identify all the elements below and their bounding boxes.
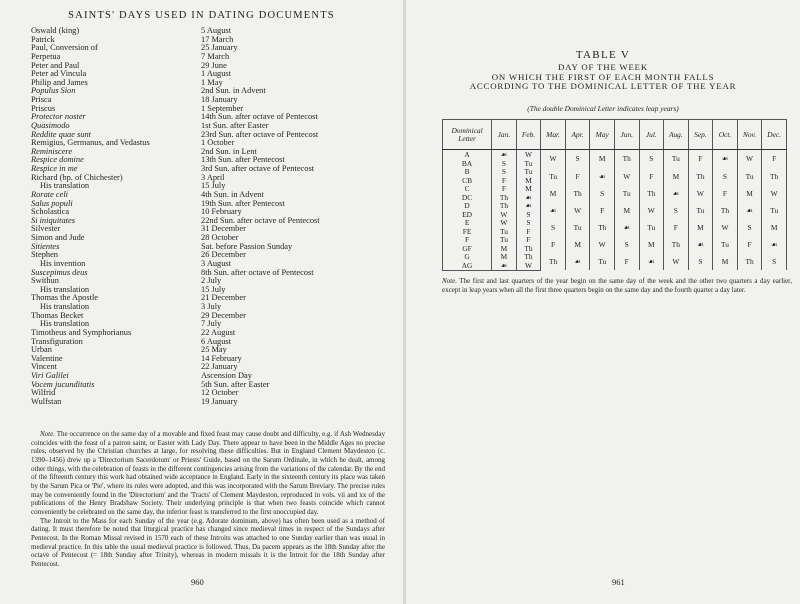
saint-date: 18 January [201, 95, 238, 104]
month-cell: W [762, 185, 787, 202]
month-cell: F [688, 150, 713, 169]
jan-cell: F [492, 177, 517, 186]
saint-date: 31 December [201, 224, 246, 234]
month-cell: M [614, 202, 639, 219]
table-note-text: The first and last quarters of the year begin on the same day of the week and the other two quarters a day earlier, except in leap years when all the first three quarters begin on the same day and the fourth quarter a day later. [442, 277, 792, 294]
month-cell: S [713, 168, 738, 185]
saint-name: Rorate celi [31, 189, 68, 199]
saint-name: Vincent [31, 362, 58, 372]
month-cell: Th [565, 185, 590, 202]
right-page [406, 0, 800, 604]
month-cell: S [565, 150, 590, 169]
month-cell: W [664, 253, 689, 270]
saint-name: Respice domine [31, 155, 84, 165]
table-row [443, 219, 787, 228]
header-month: Nov. [737, 120, 762, 150]
saint-date: 1 May [201, 77, 223, 87]
note-block [31, 430, 385, 569]
month-cell: W [737, 150, 762, 169]
feb-cell: M [516, 185, 541, 194]
saint-date: 14 February [201, 353, 242, 363]
table-row [443, 202, 787, 211]
month-cell: ☙ [541, 202, 566, 219]
feb-cell: Th [516, 245, 541, 254]
month-cell: ☙ [664, 185, 689, 202]
saint-date: 3 August [201, 258, 232, 268]
saint-name: Perpetua [31, 51, 61, 61]
dominical-letter: D [443, 202, 492, 211]
saint-date: Ascension Day [201, 371, 252, 380]
month-cell: ☙ [614, 219, 639, 236]
month-cell: W [639, 202, 664, 219]
note-text-1: The occurrence on the same day of a movable and fixed feast may cause doubt and difficulty, e.g. if Ash Wednesday coincides with the feast of a patron saint, or Easter with Lady Day. There appear to have been in the Middle Ages no precise rules, observed by the Christian churches at large, for resolving these difficulties. But in England Clement Maydeston (c. 1390–1456) drew up a 'Directorium Sacerdotum' or Priests' Guide, based on the Sarum Ordinale, in which he dealt, among other things, with the celebration of feasts in the different contingencies arising from the variations of the calendar. By the end of the fifteenth century this work had obtained wide acceptance in England. Early in the sixteenth century its place was taken by the Sarum Pica or 'Pie', where its rules were adopted, and this was incorporated with the Sarum Breviary. The precise rules may be conveniently found in the 'Directorium' and the 'Tracts' of Clement Maydeston, reproduced in vols. vii and xx of the publications of the Henry Bradshaw Society. Their underlying principle is that when two feasts coincide which cannot conveniently be celebrated on the same day, the inferior feast is transferred to the first unoccupied day. [31, 430, 385, 516]
saint-name: Protector noster [31, 112, 86, 122]
dominical-letter: BA [443, 160, 492, 169]
saint-date: 3 April [201, 172, 225, 182]
dominical-letter: F [443, 236, 492, 245]
saint-date: 3rd Sun. after octave of Pentecost [201, 164, 315, 173]
saint-date: 29 June [201, 60, 227, 70]
dominical-letter: B [443, 168, 492, 177]
saint-date: 2nd Sun. in Advent [201, 86, 266, 96]
saint-name: Valentine [31, 353, 63, 363]
saint-name: Thomas Becket [31, 310, 84, 320]
feb-cell: S [516, 211, 541, 220]
table-caption: (The double Dominical Letter indicates leap years) [527, 104, 679, 113]
saint-name: Wulfstan [31, 396, 62, 406]
page-number: 960 [191, 577, 204, 587]
saint-date: 28 October [201, 233, 239, 242]
month-cell: M [713, 253, 738, 270]
saint-date: 2nd Sun. in Lent [201, 146, 257, 156]
header-month: Oct. [713, 120, 738, 150]
jan-cell: W [492, 219, 517, 228]
month-cell: W [565, 202, 590, 219]
saint-name: Philip and James [31, 77, 88, 87]
jan-cell: F [492, 185, 517, 194]
month-cell: ☙ [737, 202, 762, 219]
saint-date: 12 October [201, 388, 239, 398]
saints-list [31, 27, 396, 407]
table-row [443, 168, 787, 177]
saint-date: 22nd Sun. after octave of Pentecost [201, 215, 320, 225]
month-cell: F [565, 168, 590, 185]
feb-cell: W [516, 262, 541, 271]
saint-date: 15 July [201, 181, 226, 191]
saint-name: Vocem jucunditatis [31, 379, 95, 389]
saint-date: 3 July [201, 302, 222, 311]
saint-date: 1st Sun. after Easter [201, 120, 269, 130]
header-month: Dec. [762, 120, 787, 150]
month-cell: Th [639, 185, 664, 202]
dominical-letter: A [443, 150, 492, 160]
dominical-letter: FE [443, 228, 492, 237]
saint-date: Sat. before Passion Sunday [201, 241, 293, 251]
saint-date: 22 August [201, 327, 236, 337]
saint-date: 8th Sun. after octave of Pentecost [201, 267, 314, 277]
saint-date: 4th Sun. in Advent [201, 189, 264, 199]
month-cell: ☙ [639, 253, 664, 270]
saint-date: 29 December [201, 310, 246, 320]
saint-name: Salus populi [31, 198, 73, 208]
saint-row [31, 398, 396, 407]
saint-name: Stephen [31, 250, 58, 260]
month-cell: F [713, 185, 738, 202]
jan-cell: Th [492, 202, 517, 211]
feb-cell: ☙ [516, 202, 541, 211]
saint-name: His translation [40, 302, 90, 311]
saint-date: 22 January [201, 362, 238, 372]
month-cell: Th [664, 236, 689, 253]
saint-name: Priscus [31, 103, 56, 113]
month-cell: F [664, 219, 689, 236]
table-title: TABLE V [575, 49, 631, 61]
saint-date: 14th Sun. after octave of Pentecost [201, 112, 318, 122]
month-cell: S [541, 219, 566, 236]
month-cell: S [688, 253, 713, 270]
month-cell: Th [737, 253, 762, 270]
saint-name: Oswald (king) [31, 26, 80, 35]
saint-name: His translation [40, 319, 90, 329]
header-month: Jul. [639, 120, 664, 150]
saint-name: Urban [31, 345, 52, 355]
saint-date: 25 January [201, 43, 238, 53]
dominical-letter: GF [443, 245, 492, 254]
month-cell: ☙ [713, 150, 738, 169]
month-cell: S [664, 202, 689, 219]
month-cell: F [541, 236, 566, 253]
saint-name: Transfiguration [31, 336, 83, 346]
saint-date: 15 July [201, 284, 226, 294]
feb-cell: W [516, 150, 541, 160]
month-cell: S [590, 185, 615, 202]
table-row [443, 253, 787, 262]
month-cell: M [737, 185, 762, 202]
month-cell: Tu [614, 185, 639, 202]
page-title: SAINTS' DAYS USED IN DATING DOCUMENTS [68, 10, 335, 21]
month-cell: F [762, 150, 787, 169]
saint-name: Populus Sion [31, 86, 76, 96]
dominical-letter: AG [443, 262, 492, 271]
dominical-letter: ED [443, 211, 492, 220]
table-note-label: Note. [442, 277, 457, 285]
month-cell: Tu [565, 219, 590, 236]
month-cell: F [737, 236, 762, 253]
month-cell: Th [614, 150, 639, 169]
note-label: Note. [40, 430, 55, 438]
jan-cell: Tu [492, 228, 517, 237]
jan-cell: S [492, 160, 517, 169]
jan-cell: S [492, 168, 517, 177]
saint-name: Suscepimus deus [31, 267, 88, 277]
feb-cell: F [516, 236, 541, 245]
saint-name: Sitientes [31, 241, 60, 251]
month-cell: Tu [664, 150, 689, 169]
saint-name: Peter ad Vincula [31, 69, 87, 79]
saint-date: 5th Sun. after Easter [201, 379, 270, 389]
month-cell: F [639, 168, 664, 185]
jan-cell: M [492, 245, 517, 254]
feb-cell: Tu [516, 160, 541, 169]
month-cell: S [614, 236, 639, 253]
feb-cell: Tu [516, 168, 541, 177]
feb-cell: ☙ [516, 194, 541, 203]
note-paragraph-1 [31, 430, 385, 517]
jan-cell: Th [492, 194, 517, 203]
month-cell: ☙ [590, 168, 615, 185]
month-cell: Tu [590, 253, 615, 270]
month-cell: W [614, 168, 639, 185]
header-letter-word: Letter [458, 133, 476, 143]
saint-date: 7 July [201, 319, 222, 329]
month-cell: Th [590, 219, 615, 236]
month-cell: M [639, 236, 664, 253]
month-cell: Th [688, 168, 713, 185]
month-cell: Tu [713, 236, 738, 253]
dominical-letter: DC [443, 194, 492, 203]
month-cell: ☙ [565, 253, 590, 270]
saint-date: 23rd Sun. after octave of Pentecost [201, 129, 319, 139]
saint-date: 2 July [201, 276, 222, 286]
saint-name: Viri Galilei [31, 371, 69, 380]
jan-cell: ☙ [492, 262, 517, 271]
saint-date: 26 December [201, 250, 246, 260]
month-cell: W [590, 236, 615, 253]
header-month: Apr. [565, 120, 590, 150]
saint-name: Timotheus and Symphorianus [31, 327, 132, 337]
saint-name: Thomas the Apostle [31, 293, 98, 303]
month-cell: S [762, 253, 787, 270]
header-month: Jun. [614, 120, 639, 150]
table-row [443, 236, 787, 245]
saint-name: Wilfrid [31, 388, 56, 398]
saint-date: 13th Sun. after Pentecost [201, 155, 285, 165]
saint-name: His translation [40, 181, 90, 191]
header-month: Feb. [516, 120, 541, 150]
saint-name: Silvester [31, 224, 61, 234]
month-cell: Tu [688, 202, 713, 219]
month-cell: W [713, 219, 738, 236]
saint-date: 6 August [201, 336, 232, 346]
saint-date: 7 March [201, 51, 230, 61]
saint-name: Simon and Jude [31, 233, 85, 242]
subtitle-line-3: ACCORDING TO THE DOMINICAL LETTER OF THE YEAR [469, 81, 737, 91]
header-month: May [590, 120, 615, 150]
saint-date: 19th Sun. after Pentecost [201, 198, 285, 208]
jan-cell: Tu [492, 236, 517, 245]
jan-cell: ☙ [492, 150, 517, 160]
month-cell: W [688, 185, 713, 202]
month-cell: Th [541, 253, 566, 270]
month-cell: M [565, 236, 590, 253]
saint-date: 10 February [201, 207, 242, 217]
table-subtitle [406, 63, 800, 92]
saint-name: Quasimodo [31, 120, 70, 130]
feb-cell: S [516, 219, 541, 228]
table-row [443, 185, 787, 194]
header-month: Mar. [541, 120, 566, 150]
saint-date: 1 September [201, 103, 244, 113]
table-row [443, 150, 787, 160]
header-dominical-letter [443, 120, 492, 150]
subtitle-line-2: ON WHICH THE FIRST OF EACH MONTH FALLS [491, 71, 715, 82]
saint-name: Reddite quae sunt [31, 129, 92, 139]
month-cell: Tu [541, 168, 566, 185]
dominical-letter: C [443, 185, 492, 194]
header-dominical-word: Dominical [451, 125, 483, 135]
saint-name: Reminiscere [31, 146, 73, 156]
month-cell: M [590, 150, 615, 169]
month-cell: F [614, 253, 639, 270]
saint-date: 5 August [201, 26, 232, 35]
saint-name: Prisca [31, 95, 52, 104]
subtitle-line-1: DAY OF THE WEEK [558, 62, 648, 72]
month-cell: Tu [737, 168, 762, 185]
saint-name: His invention [40, 258, 86, 268]
saint-date: 1 October [201, 138, 235, 148]
month-cell: W [541, 150, 566, 169]
saint-name: Scholastica [31, 207, 70, 217]
saint-name: Respice in me [31, 164, 78, 173]
saint-date: 21 December [201, 293, 246, 303]
month-cell: F [590, 202, 615, 219]
saint-name: Remigius, Germanus, and Vedastus [31, 138, 150, 148]
saint-date: 1 August [201, 69, 232, 79]
saint-name: Peter and Paul [31, 60, 80, 70]
feb-cell: Th [516, 253, 541, 262]
month-cell: S [639, 150, 664, 169]
table-note [442, 277, 792, 294]
month-cell: M [664, 168, 689, 185]
header-month: Aug. [664, 120, 689, 150]
header-month: Jan. [492, 120, 517, 150]
month-cell: ☙ [762, 236, 787, 253]
month-cell: Th [713, 202, 738, 219]
header-month: Sep. [688, 120, 713, 150]
saint-name: Richard (bp. of Chichester) [31, 172, 123, 182]
feb-cell: M [516, 177, 541, 186]
month-cell: S [737, 219, 762, 236]
saint-name: Patrick [31, 34, 55, 44]
saint-date: 17 March [201, 34, 234, 44]
saint-date: 19 January [201, 396, 238, 406]
jan-cell: M [492, 253, 517, 262]
month-cell: Tu [762, 202, 787, 219]
page-number: 961 [612, 577, 625, 587]
month-cell: M [688, 219, 713, 236]
note-paragraph-2: The Introit to the Mass for each Sunday of the year (e.g. Adorate dominum, above) has often been used as a method of dating. It must therefore be noted that liturgical practice has changed since medieval times in respect of the Sundays after Pentecost. In the Roman Missal revised in 1570 each of these Introits was attached to one Sunday earlier than was usual in medieval practice. In this table the usual medieval practice is followed. Thus, Da pacem appears as the 18th Sunday after the octave of Pentecost (= 18th Sunday after Trinity), whereas in modern missals it is the Introit for the 18th Sunday after Pentecost. [31, 516, 385, 568]
month-cell: M [541, 185, 566, 202]
dominical-letter: CB [443, 177, 492, 186]
saint-name: His translation [40, 284, 90, 294]
dominical-letter: G [443, 253, 492, 262]
jan-cell: W [492, 211, 517, 220]
month-cell: M [762, 219, 787, 236]
feb-cell: F [516, 228, 541, 237]
saint-name: Si iniquitates [31, 215, 75, 225]
month-cell: ☙ [688, 236, 713, 253]
dominical-table [442, 119, 787, 271]
month-cell: Th [762, 168, 787, 185]
saint-date: 25 May [201, 345, 227, 355]
month-cell: Tu [639, 219, 664, 236]
dominical-letter: E [443, 219, 492, 228]
saint-name: Paul, Conversion of [31, 43, 98, 53]
saint-name: Swithun [31, 276, 59, 286]
